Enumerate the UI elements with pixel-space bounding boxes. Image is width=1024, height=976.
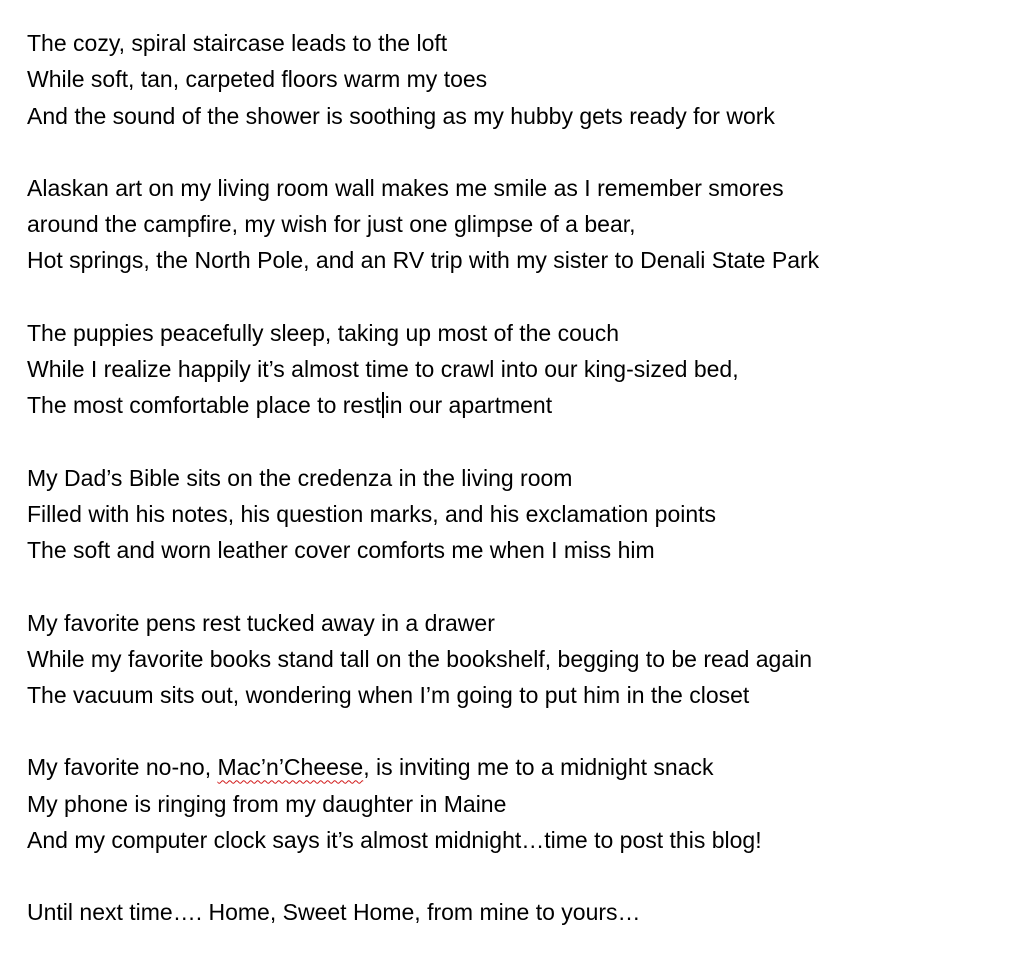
text-after-cursor: in our apartment (384, 392, 553, 419)
text-line: And the sound of the shower is soothing as my hubby gets ready for work (27, 102, 775, 129)
text-line: My phone is ringing from my daughter in Maine (27, 790, 507, 817)
text-line: My favorite pens rest tucked away in a drawer (27, 609, 495, 636)
stanza-2 (27, 170, 1007, 279)
text-line: While I realize happily it’s almost time to crawl into our king-sized bed, (27, 356, 739, 383)
text-line: The puppies peacefully sleep, taking up most of the couch (27, 319, 619, 346)
text-line-with-spelling-error (27, 749, 1007, 785)
text-before-cursor: The most comfortable place to rest (27, 392, 382, 419)
text-line: While soft, tan, carpeted floors warm my toes (27, 66, 488, 93)
stanza-5 (27, 605, 1007, 714)
text-line: My Dad’s Bible sits on the credenza in the living room (27, 464, 573, 491)
stanza-7 (27, 894, 1007, 930)
text-line: While my favorite books stand tall on the bookshelf, begging to be read again (27, 645, 813, 672)
text-line: around the campfire, my wish for just one glimpse of a bear, (27, 211, 636, 238)
text-line: The soft and worn leather cover comforts me when I miss him (27, 537, 655, 564)
text-line: Filled with his notes, his question marks, and his exclamation points (27, 500, 717, 527)
stanza-6 (27, 749, 1007, 858)
stanza-1 (27, 25, 1007, 134)
spelling-error-word[interactable]: Mac’n’Cheese (217, 754, 364, 781)
text-line: Hot springs, the North Pole, and an RV trip with my sister to Denali State Park (27, 247, 820, 274)
text-segment: My favorite no-no, (27, 754, 218, 781)
text-line: And my computer clock says it’s almost midnight…time to post this blog! (27, 827, 762, 854)
text-segment: , is inviting me to a midnight snack (363, 754, 714, 781)
text-cursor (382, 392, 384, 418)
text-line: The vacuum sits out, wondering when I’m going to put him in the closet (27, 682, 750, 709)
text-line: Until next time…. Home, Sweet Home, from mine to yours… (27, 899, 641, 926)
stanza-3 (27, 315, 1007, 424)
text-line-with-cursor (27, 387, 1007, 423)
document-body[interactable] (27, 25, 1007, 967)
stanza-4 (27, 460, 1007, 569)
text-line: Alaskan art on my living room wall makes me smile as I remember smores (27, 174, 784, 201)
text-line: The cozy, spiral staircase leads to the loft (27, 30, 448, 56)
